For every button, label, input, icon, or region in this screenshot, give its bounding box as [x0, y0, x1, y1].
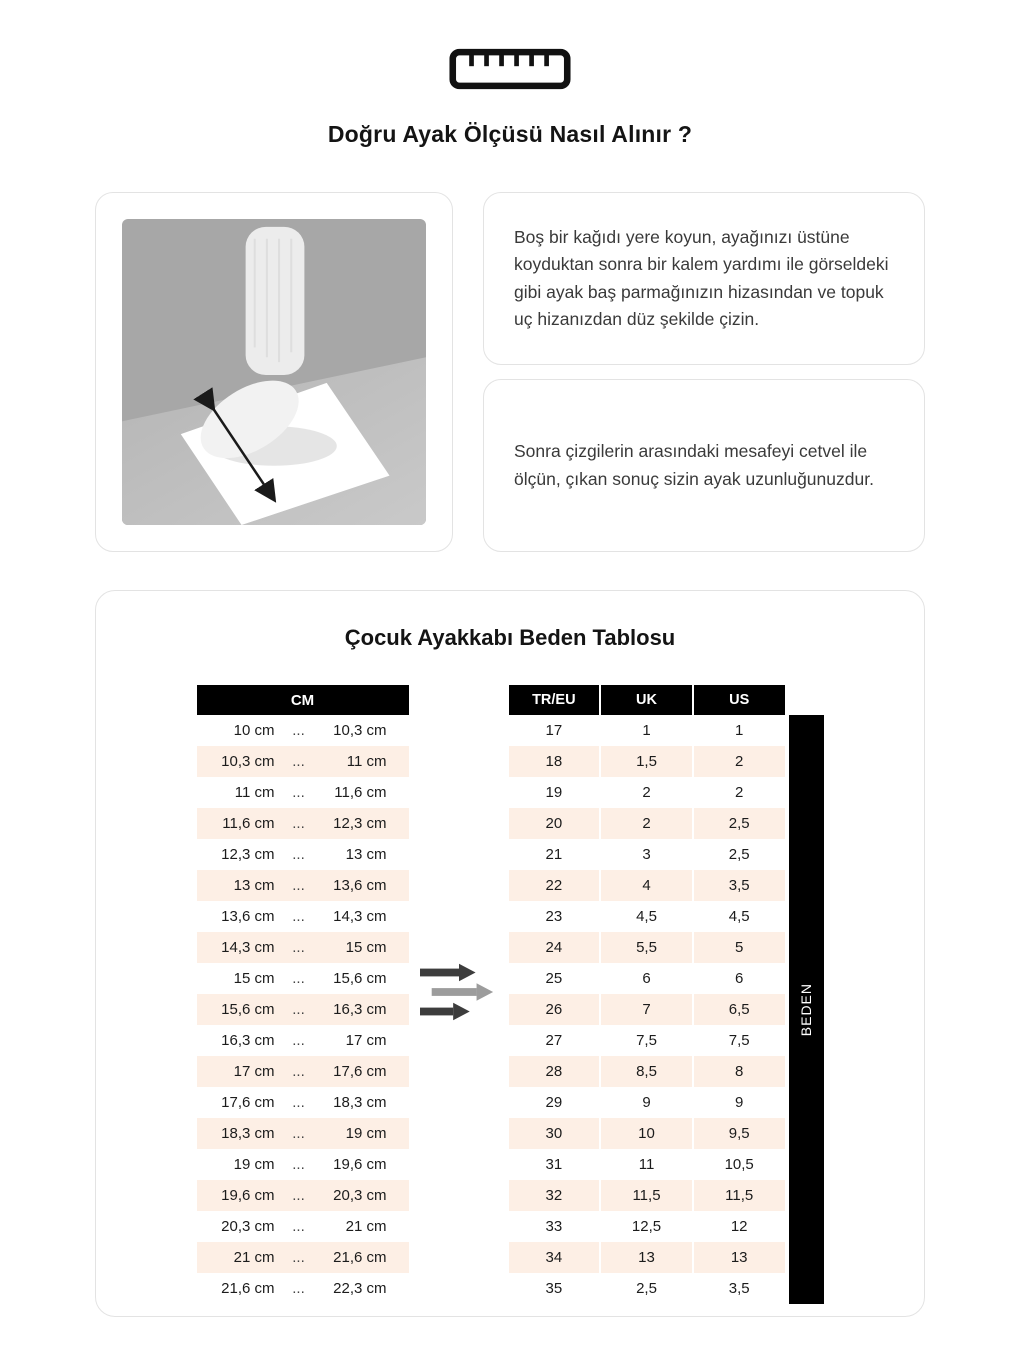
size-table-row: [509, 1273, 785, 1304]
size-cell: 10: [599, 1118, 692, 1149]
size-cell: 17: [545, 722, 563, 739]
size-chart-card: [95, 590, 925, 1317]
cm-cell: 10,3 cm: [333, 722, 387, 739]
cm-cell: 11,6 cm: [222, 815, 275, 832]
size-table-row: [509, 1087, 785, 1118]
size-cell: 8,5: [599, 1056, 692, 1087]
size-cell: 27: [545, 1032, 563, 1049]
cm-cell: 18,3 cm: [221, 1125, 275, 1142]
cm-cell: ...: [292, 1125, 305, 1142]
size-table-row: [509, 870, 785, 901]
cm-cell: 21 cm: [233, 1249, 275, 1266]
size-cell: 1: [692, 715, 785, 746]
beden-side-bar: [789, 715, 824, 1304]
size-table-row: [509, 1056, 785, 1087]
size-table: [509, 685, 785, 1304]
cm-table-row: [197, 1087, 409, 1118]
size-cell: 3: [599, 839, 692, 870]
size-cell: 9: [692, 1087, 785, 1118]
size-cell: 25: [545, 970, 563, 987]
cm-table-row: [197, 1211, 409, 1242]
cm-table-row: [197, 994, 409, 1025]
cm-cell: 19 cm: [233, 1156, 275, 1173]
cm-cell: 13 cm: [345, 846, 387, 863]
cm-cell: 20,3 cm: [333, 1187, 387, 1204]
cm-table-row: [197, 1056, 409, 1087]
size-cell: 19: [545, 784, 563, 801]
size-cell: 34: [545, 1249, 563, 1266]
cm-cell: 11 cm: [234, 784, 275, 801]
size-cell: 3,5: [692, 1273, 785, 1304]
cm-cell: ...: [292, 1280, 305, 1297]
size-cell: 29: [545, 1094, 563, 1111]
size-cell: 9,5: [692, 1118, 785, 1149]
size-table-row: [509, 1180, 785, 1211]
cm-cell: 13,6 cm: [221, 908, 275, 925]
size-cell: 2: [692, 777, 785, 808]
cm-table-row: [197, 839, 409, 870]
size-cell: 23: [545, 908, 563, 925]
size-table-header-cell: US: [692, 685, 785, 715]
cm-cell: ...: [292, 908, 305, 925]
instruction-card-2: [483, 379, 925, 552]
cm-cell: ...: [292, 784, 305, 801]
size-table-row: [509, 994, 785, 1025]
cm-table-row: [197, 1242, 409, 1273]
size-cell: 12: [692, 1211, 785, 1242]
size-cell: 4: [599, 870, 692, 901]
howto-section: [95, 192, 925, 552]
header-icon-wrap: [0, 0, 1020, 95]
size-cell: 1: [599, 715, 692, 746]
cm-cell: 22,3 cm: [333, 1280, 387, 1297]
size-table-row: [509, 808, 785, 839]
cm-cell: 17 cm: [345, 1032, 387, 1049]
size-cell: 2,5: [599, 1273, 692, 1304]
instruction-text-1: Boş bir kağıdı yere koyun, ayağınızı üstüne koyduktan sonra bir kalem yardımı ile görseldeki gibi ayak baş parmağınızın hizasından ve topuk uç hizanızdan düz şekilde çizin.: [514, 227, 889, 329]
cm-cell: ...: [292, 939, 305, 956]
cm-cell: 10,3 cm: [221, 753, 275, 770]
size-cell: 8: [692, 1056, 785, 1087]
cm-cell: ...: [292, 1156, 305, 1173]
size-cell: 3,5: [692, 870, 785, 901]
cm-cell: 17,6 cm: [333, 1063, 387, 1080]
size-table-header-cell: UK: [599, 685, 692, 715]
cm-cell: 15 cm: [233, 970, 275, 987]
size-cell: 7: [599, 994, 692, 1025]
size-chart-title: Çocuk Ayakkabı Beden Tablosu: [344, 625, 676, 650]
foot-measure-image: [122, 219, 426, 525]
size-cell: 7,5: [692, 1025, 785, 1056]
size-table-row: [509, 1242, 785, 1273]
cm-table-row: [197, 901, 409, 932]
size-table-row: [509, 901, 785, 932]
cm-cell: 21,6 cm: [221, 1280, 275, 1297]
cm-cell: 19 cm: [345, 1125, 387, 1142]
size-cell: 32: [545, 1187, 563, 1204]
size-table-row: [509, 715, 785, 746]
size-cell: 33: [545, 1218, 563, 1235]
cm-cell: ...: [292, 1249, 305, 1266]
instruction-card-1: [483, 192, 925, 365]
cm-cell: 15,6 cm: [333, 970, 387, 987]
cm-cell: 13,6 cm: [333, 877, 387, 894]
cm-cell: ...: [292, 970, 305, 987]
size-table-row: [509, 1149, 785, 1180]
size-table-row: [509, 746, 785, 777]
size-cell: 11,5: [692, 1180, 785, 1211]
cm-cell: ...: [292, 877, 305, 894]
cm-cell: 19,6 cm: [333, 1156, 387, 1173]
cm-cell: 15,6 cm: [221, 1001, 275, 1018]
cm-cell: ...: [292, 1063, 305, 1080]
cm-table-row: [197, 1149, 409, 1180]
size-cell: 26: [545, 1001, 563, 1018]
size-cell: 2: [599, 777, 692, 808]
cm-cell: 14,3 cm: [333, 908, 387, 925]
size-cell: 2: [692, 746, 785, 777]
cm-table-row: [197, 1025, 409, 1056]
cm-table-row: [197, 1273, 409, 1304]
cm-cell: 12,3 cm: [333, 815, 387, 832]
size-table-header-row: [509, 685, 785, 715]
cm-cell: 11,6 cm: [334, 784, 387, 801]
size-cell: 6: [692, 963, 785, 994]
size-cell: 13: [599, 1242, 692, 1273]
cm-cell: ...: [292, 753, 305, 770]
size-cell: 2: [599, 808, 692, 839]
cm-table-row: [197, 1118, 409, 1149]
size-cell: 35: [545, 1280, 563, 1297]
cm-cell: 13 cm: [233, 877, 275, 894]
cm-table-row: [197, 870, 409, 901]
cm-cell: 10 cm: [233, 722, 275, 739]
size-table-header-cell: TR/EU: [509, 685, 600, 715]
size-cell: 4,5: [692, 901, 785, 932]
size-table-row: [509, 1118, 785, 1149]
size-cell: 2,5: [692, 808, 785, 839]
size-table-row: [509, 839, 785, 870]
cm-table-row: [197, 932, 409, 963]
size-cell: 12,5: [599, 1211, 692, 1242]
cm-cell: 17 cm: [233, 1063, 275, 1080]
cm-table: [197, 685, 409, 1304]
cm-cell: 20,3 cm: [221, 1218, 275, 1235]
size-cell: 5: [692, 932, 785, 963]
size-chart-tables: [96, 685, 924, 1304]
cm-table-row: [197, 746, 409, 777]
cm-cell: 18,3 cm: [333, 1094, 387, 1111]
cm-table-header: CM: [197, 685, 409, 715]
size-cell: 11,5: [599, 1180, 692, 1211]
cm-cell: 14,3 cm: [221, 939, 275, 956]
cm-cell: 17,6 cm: [221, 1094, 275, 1111]
cm-cell: 19,6 cm: [221, 1187, 275, 1204]
size-cell: 6,5: [692, 994, 785, 1025]
size-table-row: [509, 777, 785, 808]
cm-cell: 11 cm: [346, 753, 387, 770]
cm-cell: ...: [292, 1032, 305, 1049]
cm-cell: ...: [292, 1218, 305, 1235]
page-title: Doğru Ayak Ölçüsü Nasıl Alınır ?: [327, 121, 693, 147]
cm-table-row: [197, 808, 409, 839]
instruction-text-2: Sonra çizgilerin arasındaki mesafeyi cetvel ile ölçün, çıkan sonuç sizin ayak uzunluğunuzdur.: [514, 441, 874, 489]
size-cell: 22: [545, 877, 563, 894]
cm-cell: ...: [292, 1001, 305, 1018]
cm-table-row: [197, 715, 409, 746]
size-cell: 18: [545, 753, 563, 770]
size-cell: 7,5: [599, 1025, 692, 1056]
foot-measure-photo-card: [95, 192, 453, 552]
size-cell: 30: [545, 1125, 563, 1142]
size-table-row: [509, 1025, 785, 1056]
size-cell: 10,5: [692, 1149, 785, 1180]
size-table-body: [509, 715, 785, 1304]
cm-table-row: [197, 963, 409, 994]
cm-cell: 21 cm: [345, 1218, 387, 1235]
beden-label: BEDEN: [798, 982, 814, 1037]
cm-cell: 16,3 cm: [333, 1001, 387, 1018]
cm-table-body: [197, 715, 409, 1304]
size-cell: 2,5: [692, 839, 785, 870]
size-cell: 28: [545, 1063, 563, 1080]
size-cell: 20: [545, 815, 563, 832]
size-cell: 13: [692, 1242, 785, 1273]
cm-cell: ...: [292, 1094, 305, 1111]
size-cell: 9: [599, 1087, 692, 1118]
size-table-row: [509, 932, 785, 963]
cm-cell: ...: [292, 815, 305, 832]
size-table-row: [509, 1211, 785, 1242]
arrows-zone: [409, 960, 509, 1029]
cm-cell: 16,3 cm: [221, 1032, 275, 1049]
size-cell: 21: [545, 846, 563, 863]
transfer-arrows-icon: [420, 960, 498, 1029]
instruction-cards: [483, 192, 925, 552]
size-cell: 4,5: [599, 901, 692, 932]
size-cell: 1,5: [599, 746, 692, 777]
cm-cell: ...: [292, 1187, 305, 1204]
cm-cell: 15 cm: [345, 939, 387, 956]
cm-table-row: [197, 777, 409, 808]
size-cell: 31: [545, 1156, 563, 1173]
cm-cell: ...: [292, 846, 305, 863]
size-cell: 11: [599, 1149, 692, 1180]
cm-table-row: [197, 1180, 409, 1211]
size-table-row: [509, 963, 785, 994]
cm-cell: 21,6 cm: [333, 1249, 387, 1266]
size-cell: 5,5: [599, 932, 692, 963]
size-cell: 24: [545, 939, 563, 956]
ruler-icon: [449, 48, 571, 95]
cm-cell: 12,3 cm: [221, 846, 275, 863]
size-cell: 6: [599, 963, 692, 994]
cm-cell: ...: [292, 722, 305, 739]
